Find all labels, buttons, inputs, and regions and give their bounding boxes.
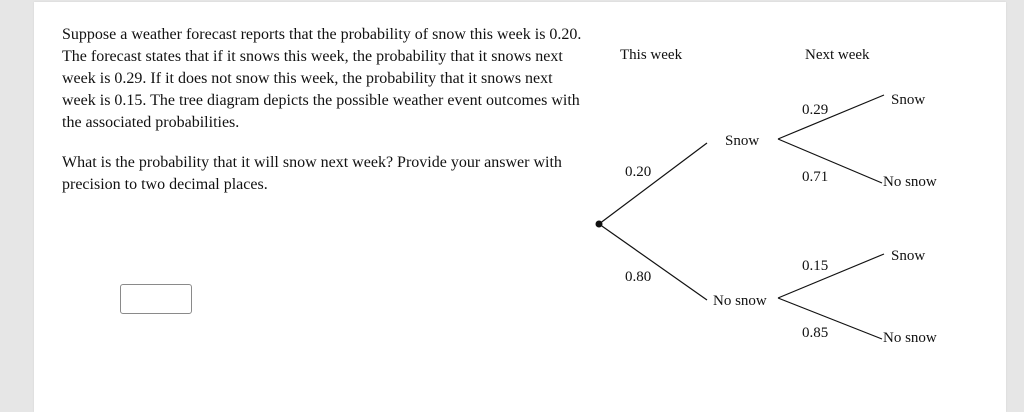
branch-snow-line <box>599 143 707 224</box>
snow-snow-line <box>778 95 884 139</box>
nosnow-snow-line <box>778 254 884 298</box>
leaf-nosnow-nosnow: No snow <box>883 330 937 346</box>
branch-nosnow-prob: 0.80 <box>625 269 652 285</box>
leaf-snow-nosnow: No snow <box>883 174 937 190</box>
snow-snow-prob: 0.29 <box>802 102 829 118</box>
nosnow-nosnow-prob: 0.85 <box>802 325 829 341</box>
question-paragraph: Suppose a weather forecast reports that the probability of snow this week is 0.20. The forecast states that if it snows this week, the probability that it snows next week is 0.29. If it does not snow this week, the probability that it snows next week is 0.15. The tree diagram depicts the possible weather event outcomes with the associated probabilities. <box>62 26 582 131</box>
header-this-week: This week <box>620 47 683 63</box>
node-snow: Snow <box>725 133 760 149</box>
question-card <box>34 2 1006 412</box>
leaf-snow-snow: Snow <box>891 92 926 108</box>
probability-tree-diagram <box>34 2 1006 412</box>
nosnow-snow-prob: 0.15 <box>802 258 829 274</box>
header-next-week: Next week <box>805 47 870 63</box>
snow-nosnow-prob: 0.71 <box>802 169 829 185</box>
nosnow-nosnow-line <box>778 298 882 339</box>
branch-nosnow-line <box>599 224 707 300</box>
leaf-nosnow-snow: Snow <box>891 248 926 264</box>
node-nosnow: No snow <box>713 293 767 309</box>
snow-nosnow-line <box>778 139 882 183</box>
question-prompt: What is the probability that it will snow next week? Provide your answer with precision to two decimal places. <box>62 154 562 193</box>
branch-snow-prob: 0.20 <box>625 164 652 180</box>
